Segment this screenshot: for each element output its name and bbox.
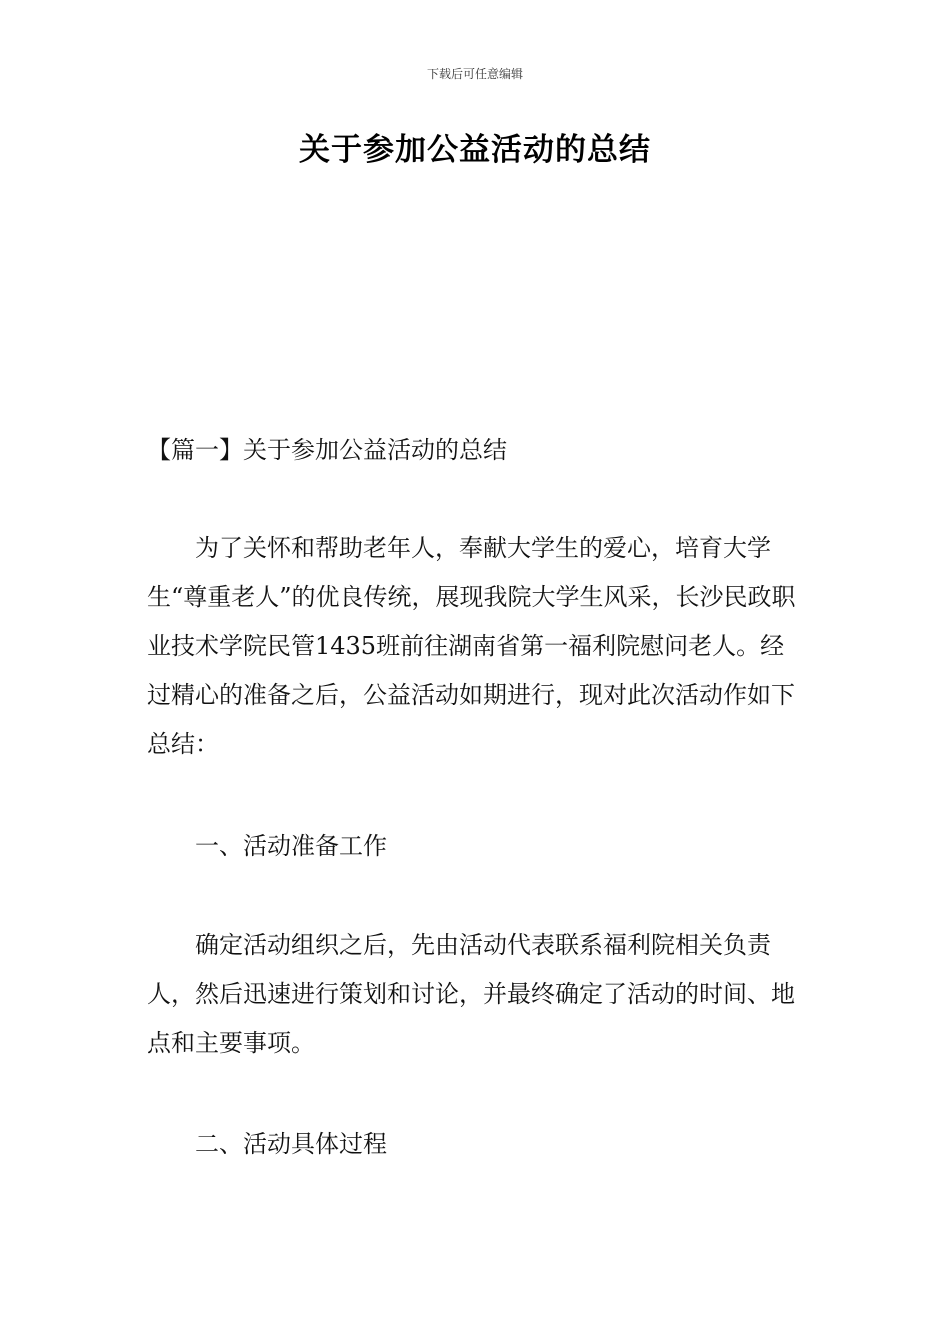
header-note: 下载后可任意编辑: [426, 67, 523, 81]
section-heading: 【篇一】关于参加公益活动的总结: [147, 436, 507, 464]
document-title: 关于参加公益活动的总结: [299, 132, 651, 168]
subheading-process: 二、活动具体过程: [195, 1130, 387, 1158]
paragraph-intro: 为了关怀和帮助老年人，奉献大学生的爱心，培育大学生“尊重老人”的优良传统，展现我院大学生风采，长沙民政职业技术学院民管1435班前往湖南省第一福利院慰问老人。经过精心的准备之后，公益活动如期进行，现对此次活动作如下总结：: [147, 534, 796, 758]
subheading-preparation: 一、活动准备工作: [195, 832, 387, 860]
paragraph-preparation: 确定活动组织之后，先由活动代表联系福利院相关负责人，然后迅速进行策划和讨论，并最终确定了活动的时间、地点和主要事项。: [147, 931, 795, 1057]
